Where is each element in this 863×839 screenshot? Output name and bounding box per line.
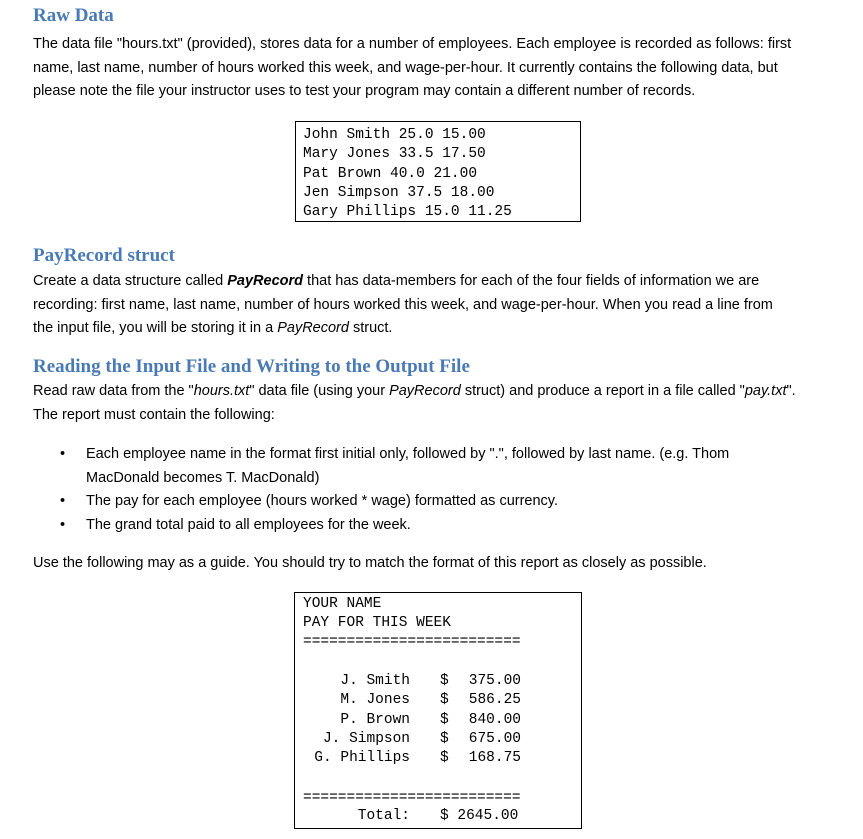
currency-symbol: $ <box>440 692 449 708</box>
employee-name: J. Simpson <box>322 731 410 747</box>
pay-amount: 168.75 <box>468 750 521 766</box>
bullet-text: Each employee name in the format first initial only, followed by ".", followed by last name. (e.g. Thom <box>86 446 730 462</box>
total-value: $ 2645.00 <box>440 808 519 824</box>
list-item <box>33 443 823 490</box>
payrecord-line-3: the input file, you will be storing it in a PayRecord struct. <box>33 320 393 336</box>
payrecord-line-1: Create a data structure called PayRecord that has data-members for each of the four fields of information we are <box>33 273 760 289</box>
requirements-list <box>33 443 823 537</box>
currency-symbol: $ <box>440 673 449 689</box>
bullet-icon: • <box>60 516 66 533</box>
report-name: YOUR NAME <box>303 596 382 612</box>
file-line: Gary Phillips 15.0 11.25 <box>303 204 512 221</box>
raw-data-line-2: name, last name, number of hours worked this week, and wage-per-hour. It currently contains the following data, but <box>33 59 778 76</box>
file-line: Mary Jones 33.5 17.50 <box>303 146 486 163</box>
pay-amount: 840.00 <box>468 712 521 728</box>
bullet-text: MacDonald becomes T. MacDonald) <box>86 469 320 486</box>
pay-amount: 586.25 <box>468 692 521 708</box>
bullet-icon: • <box>60 493 66 509</box>
list-item <box>33 514 823 538</box>
reading-line-1: Read raw data from the "hours.txt" data file (using your PayRecord struct) and produce a report in a file called "pay.txt". <box>33 383 796 399</box>
reading-heading: Reading the Input File and Writing to the Output File <box>33 356 470 377</box>
payrecord-paragraph <box>33 270 848 341</box>
employee-name: J. Smith <box>340 673 410 689</box>
bullet-text: The grand total paid to all employees for the week. <box>86 516 411 533</box>
report-title: PAY FOR THIS WEEK <box>303 615 451 631</box>
employee-name: M. Jones <box>340 692 410 708</box>
guide-text: Use the following may as a guide. You should try to match the format of this report as closely as possible. <box>33 555 707 571</box>
total-label: Total: <box>357 808 410 824</box>
list-item <box>33 490 823 514</box>
employee-name: G. Phillips <box>314 750 410 766</box>
payrecord-heading: PayRecord struct <box>33 245 175 266</box>
pay-amount: 675.00 <box>468 731 521 747</box>
bullet-icon: • <box>60 446 66 462</box>
reading-line-2: The report must contain the following: <box>33 406 275 423</box>
report-box <box>294 592 582 829</box>
file-line: Pat Brown 40.0 21.00 <box>303 165 478 182</box>
employee-name: P. Brown <box>340 712 410 728</box>
pay-amount: 375.00 <box>468 673 521 689</box>
file-line: Jen Simpson 37.5 18.00 <box>303 184 495 201</box>
bullet-text: The pay for each employee (hours worked * wage) formatted as currency. <box>86 493 559 509</box>
payrecord-line-2: recording: first name, last name, number of hours worked this week, and wage-per-hour. When you read a line from <box>33 296 773 313</box>
currency-symbol: $ <box>440 712 449 728</box>
raw-data-paragraph <box>33 33 848 104</box>
reading-paragraph <box>33 380 848 427</box>
hours-file-box <box>295 121 581 222</box>
file-line: John Smith 25.0 15.00 <box>303 127 486 143</box>
report-separator-bottom: ========================= <box>303 790 521 806</box>
currency-symbol: $ <box>440 731 449 747</box>
report-separator: ========================= <box>303 634 521 650</box>
raw-data-line-3: please note the file your instructor uses to test your program may contain a different number of records. <box>33 83 696 99</box>
currency-symbol: $ <box>440 750 449 766</box>
raw-data-heading: Raw Data <box>33 5 114 26</box>
raw-data-line-1: The data file "hours.txt" (provided), stores data for a number of employees. Each employee is recorded as follows: first <box>33 36 792 52</box>
